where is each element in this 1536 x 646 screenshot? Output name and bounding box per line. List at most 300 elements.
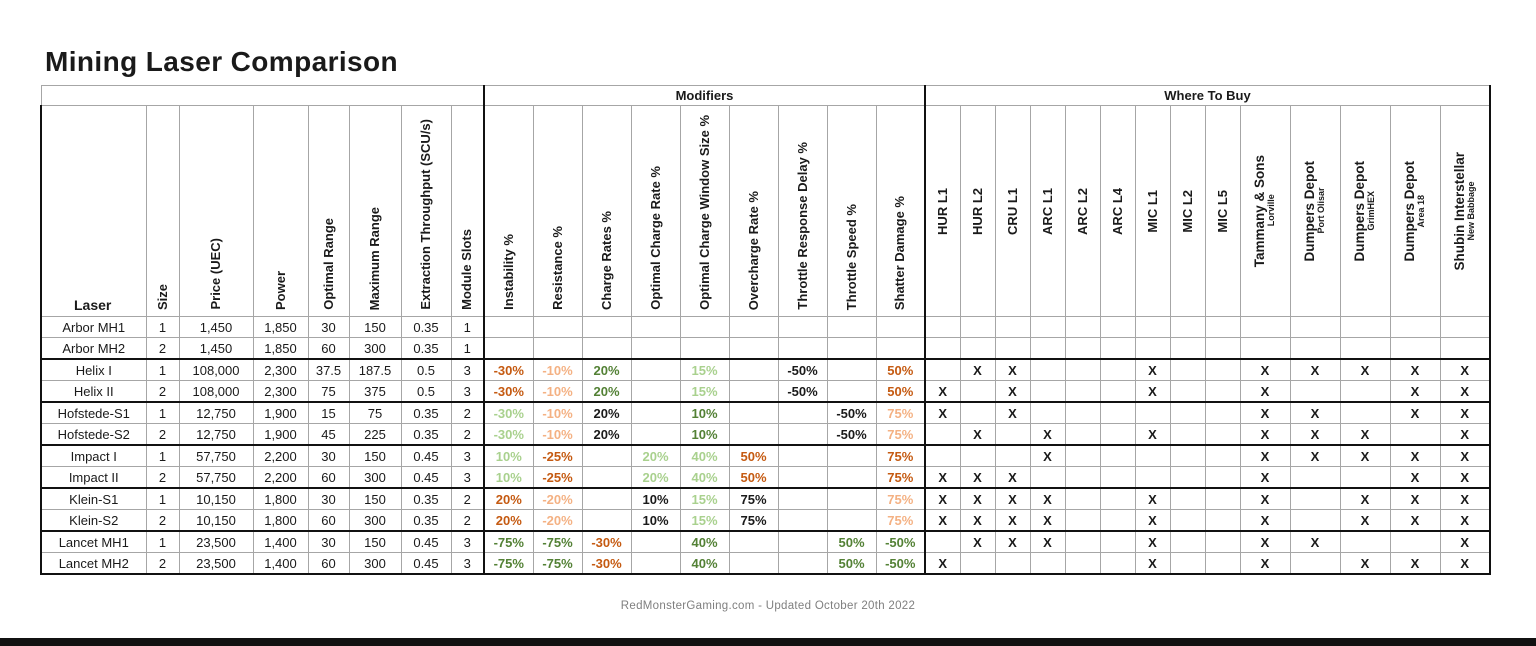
buy-mark bbox=[960, 338, 995, 360]
buy-mark bbox=[1100, 553, 1135, 575]
column-header: Optimal Range bbox=[308, 106, 349, 317]
buy-mark bbox=[1440, 338, 1490, 360]
power-value: 1,850 bbox=[253, 338, 308, 360]
optimal-range-value: 30 bbox=[308, 531, 349, 553]
price-value: 1,450 bbox=[179, 338, 253, 360]
buy-mark bbox=[1030, 338, 1065, 360]
buy-mark bbox=[1170, 488, 1205, 510]
laser-name: Hofstede-S1 bbox=[41, 402, 146, 424]
buy-mark: X bbox=[1240, 402, 1290, 424]
modifier-value: -10% bbox=[533, 359, 582, 381]
station-column-header: ARC L2 bbox=[1065, 106, 1100, 317]
modifier-value: 15% bbox=[680, 359, 729, 381]
modifier-value: 40% bbox=[680, 467, 729, 489]
extraction-throughput-value: 0.35 bbox=[401, 338, 451, 360]
optimal-range-value: 60 bbox=[308, 467, 349, 489]
modifier-value: 20% bbox=[484, 488, 533, 510]
buy-mark bbox=[925, 424, 960, 446]
optimal-range-value: 60 bbox=[308, 338, 349, 360]
buy-mark: X bbox=[1390, 445, 1440, 467]
column-header: Maximum Range bbox=[349, 106, 401, 317]
table-row bbox=[41, 553, 1490, 575]
modifier-value bbox=[484, 317, 533, 338]
maximum-range-value: 150 bbox=[349, 445, 401, 467]
price-value: 108,000 bbox=[179, 381, 253, 403]
modifier-value: 20% bbox=[631, 445, 680, 467]
modifier-value: -50% bbox=[876, 553, 925, 575]
table-row bbox=[41, 359, 1490, 381]
buy-mark: X bbox=[1240, 553, 1290, 575]
maximum-range-value: 300 bbox=[349, 553, 401, 575]
buy-mark bbox=[925, 445, 960, 467]
buy-mark bbox=[1100, 424, 1135, 446]
modifier-value bbox=[827, 317, 876, 338]
size-value: 1 bbox=[146, 359, 179, 381]
buy-mark: X bbox=[1030, 510, 1065, 532]
station-column-header: MIC L5 bbox=[1205, 106, 1240, 317]
buy-mark: X bbox=[1340, 424, 1390, 446]
buy-mark bbox=[1065, 424, 1100, 446]
extraction-throughput-value: 0.5 bbox=[401, 359, 451, 381]
modifier-value bbox=[827, 445, 876, 467]
modifier-value bbox=[484, 338, 533, 360]
modifier-value: -25% bbox=[533, 467, 582, 489]
module-slots-value: 2 bbox=[451, 424, 484, 446]
modifier-value bbox=[778, 402, 827, 424]
buy-mark bbox=[1030, 402, 1065, 424]
buy-mark: X bbox=[960, 424, 995, 446]
buy-mark bbox=[1170, 510, 1205, 532]
buy-mark: X bbox=[1440, 402, 1490, 424]
size-value: 2 bbox=[146, 424, 179, 446]
buy-mark bbox=[1440, 317, 1490, 338]
group-header-row bbox=[41, 86, 1490, 106]
buy-mark: X bbox=[1240, 510, 1290, 532]
buy-mark: X bbox=[925, 510, 960, 532]
optimal-range-value: 45 bbox=[308, 424, 349, 446]
buy-mark bbox=[1135, 467, 1170, 489]
buy-mark bbox=[1065, 445, 1100, 467]
buy-mark bbox=[1290, 553, 1340, 575]
table-row bbox=[41, 424, 1490, 446]
modifier-column-header: Throttle Response Delay % bbox=[778, 106, 827, 317]
modifier-value bbox=[631, 381, 680, 403]
modifier-value bbox=[778, 488, 827, 510]
laser-name: Impact II bbox=[41, 467, 146, 489]
buy-mark: X bbox=[1390, 553, 1440, 575]
price-value: 12,750 bbox=[179, 424, 253, 446]
modifier-column-header: Shatter Damage % bbox=[876, 106, 925, 317]
buy-mark bbox=[1100, 359, 1135, 381]
buy-mark: X bbox=[995, 510, 1030, 532]
optimal-range-value: 60 bbox=[308, 553, 349, 575]
buy-mark bbox=[1205, 445, 1240, 467]
modifier-value: 50% bbox=[876, 381, 925, 403]
price-value: 108,000 bbox=[179, 359, 253, 381]
modifier-value bbox=[631, 531, 680, 553]
size-value: 1 bbox=[146, 531, 179, 553]
group-header-spacer bbox=[41, 86, 484, 106]
modifier-value bbox=[827, 488, 876, 510]
buy-mark bbox=[1205, 467, 1240, 489]
modifier-value bbox=[729, 359, 778, 381]
buy-mark bbox=[1065, 531, 1100, 553]
buy-mark bbox=[1065, 467, 1100, 489]
modifier-value bbox=[533, 338, 582, 360]
module-slots-value: 1 bbox=[451, 317, 484, 338]
buy-mark bbox=[1170, 531, 1205, 553]
buy-mark bbox=[1170, 338, 1205, 360]
power-value: 1,400 bbox=[253, 531, 308, 553]
buy-mark: X bbox=[1440, 424, 1490, 446]
modifier-value: -30% bbox=[582, 531, 631, 553]
buy-mark: X bbox=[1240, 467, 1290, 489]
buy-mark bbox=[1135, 317, 1170, 338]
modifier-value bbox=[876, 317, 925, 338]
modifier-value bbox=[631, 424, 680, 446]
modifier-value: 75% bbox=[876, 445, 925, 467]
store-column-header bbox=[1240, 106, 1290, 317]
buy-mark: X bbox=[1030, 488, 1065, 510]
modifier-value bbox=[631, 553, 680, 575]
power-value: 1,900 bbox=[253, 424, 308, 446]
buy-mark: X bbox=[1135, 531, 1170, 553]
buy-mark: X bbox=[1340, 488, 1390, 510]
buy-mark bbox=[1205, 338, 1240, 360]
footer-credit: RedMonsterGaming.com - Updated October 20th 2022 bbox=[620, 600, 916, 612]
size-value: 1 bbox=[146, 317, 179, 338]
modifier-value: 20% bbox=[582, 402, 631, 424]
buy-mark bbox=[1340, 381, 1390, 403]
module-slots-value: 3 bbox=[451, 467, 484, 489]
buy-mark bbox=[1290, 338, 1340, 360]
buy-mark: X bbox=[1440, 467, 1490, 489]
modifier-value bbox=[729, 402, 778, 424]
modifier-value bbox=[778, 424, 827, 446]
station-column-header: MIC L2 bbox=[1170, 106, 1205, 317]
buy-mark bbox=[1290, 467, 1340, 489]
store-name: Shubin Interstellar bbox=[1451, 151, 1467, 271]
price-value: 10,150 bbox=[179, 488, 253, 510]
buy-mark: X bbox=[1340, 359, 1390, 381]
power-value: 2,300 bbox=[253, 381, 308, 403]
buy-mark bbox=[1170, 445, 1205, 467]
size-value: 2 bbox=[146, 510, 179, 532]
laser-name: Klein-S1 bbox=[41, 488, 146, 510]
modifier-value bbox=[827, 467, 876, 489]
buy-mark bbox=[1340, 402, 1390, 424]
table-body bbox=[41, 317, 1490, 575]
buy-mark bbox=[1065, 553, 1100, 575]
buy-mark bbox=[1205, 553, 1240, 575]
buy-mark: X bbox=[1340, 445, 1390, 467]
modifier-column-header: Instability % bbox=[484, 106, 533, 317]
modifier-value: -30% bbox=[484, 402, 533, 424]
buy-mark: X bbox=[1440, 510, 1490, 532]
buy-mark bbox=[1030, 317, 1065, 338]
extraction-throughput-value: 0.35 bbox=[401, 424, 451, 446]
buy-mark bbox=[1170, 317, 1205, 338]
price-value: 57,750 bbox=[179, 467, 253, 489]
buy-mark bbox=[1030, 381, 1065, 403]
power-value: 2,200 bbox=[253, 445, 308, 467]
buy-mark bbox=[1135, 402, 1170, 424]
maximum-range-value: 300 bbox=[349, 467, 401, 489]
modifier-value: 20% bbox=[582, 359, 631, 381]
buy-mark bbox=[925, 359, 960, 381]
buy-mark bbox=[1340, 531, 1390, 553]
buy-mark bbox=[960, 553, 995, 575]
modifier-value: -10% bbox=[533, 424, 582, 446]
buy-mark: X bbox=[1135, 424, 1170, 446]
buy-mark bbox=[960, 317, 995, 338]
where-to-buy-group-header: Where To Buy bbox=[925, 86, 1490, 106]
modifier-value bbox=[729, 338, 778, 360]
modifier-value bbox=[582, 467, 631, 489]
modifiers-group-header: Modifiers bbox=[484, 86, 925, 106]
modifier-column-header: Overcharge Rate % bbox=[729, 106, 778, 317]
optimal-range-value: 30 bbox=[308, 488, 349, 510]
modifier-value: -50% bbox=[778, 359, 827, 381]
buy-mark: X bbox=[1240, 488, 1290, 510]
maximum-range-value: 300 bbox=[349, 338, 401, 360]
buy-mark bbox=[995, 317, 1030, 338]
modifier-value: 40% bbox=[680, 445, 729, 467]
size-value: 1 bbox=[146, 445, 179, 467]
module-slots-value: 1 bbox=[451, 338, 484, 360]
buy-mark bbox=[1065, 338, 1100, 360]
station-column-header: HUR L1 bbox=[925, 106, 960, 317]
extraction-throughput-value: 0.45 bbox=[401, 553, 451, 575]
store-location: New Babbage bbox=[1466, 181, 1477, 241]
modifier-value: 75% bbox=[729, 510, 778, 532]
buy-mark bbox=[1170, 381, 1205, 403]
maximum-range-value: 150 bbox=[349, 531, 401, 553]
modifier-value: 50% bbox=[729, 445, 778, 467]
modifier-value bbox=[533, 317, 582, 338]
price-value: 57,750 bbox=[179, 445, 253, 467]
modifier-value bbox=[582, 510, 631, 532]
modifier-value: 10% bbox=[680, 402, 729, 424]
buy-mark: X bbox=[1240, 445, 1290, 467]
buy-mark bbox=[1100, 402, 1135, 424]
extraction-throughput-value: 0.35 bbox=[401, 402, 451, 424]
modifier-value: -50% bbox=[827, 402, 876, 424]
table-row bbox=[41, 402, 1490, 424]
buy-mark: X bbox=[1290, 402, 1340, 424]
modifier-value: -20% bbox=[533, 510, 582, 532]
modifier-value: 50% bbox=[876, 359, 925, 381]
column-header: Module Slots bbox=[451, 106, 484, 317]
modifier-value: -75% bbox=[484, 531, 533, 553]
column-header: Price (UEC) bbox=[179, 106, 253, 317]
buy-mark: X bbox=[1240, 381, 1290, 403]
buy-mark: X bbox=[1290, 531, 1340, 553]
power-value: 1,400 bbox=[253, 553, 308, 575]
modifier-value bbox=[631, 359, 680, 381]
buy-mark bbox=[1205, 424, 1240, 446]
buy-mark bbox=[1205, 510, 1240, 532]
column-header-laser: Laser bbox=[41, 106, 146, 317]
power-value: 2,200 bbox=[253, 467, 308, 489]
modifier-value: 10% bbox=[484, 467, 533, 489]
buy-mark bbox=[1065, 488, 1100, 510]
price-value: 23,500 bbox=[179, 553, 253, 575]
buy-mark bbox=[1065, 402, 1100, 424]
buy-mark bbox=[1290, 381, 1340, 403]
buy-mark: X bbox=[1440, 553, 1490, 575]
buy-mark: X bbox=[960, 510, 995, 532]
modifier-value: 50% bbox=[729, 467, 778, 489]
maximum-range-value: 150 bbox=[349, 317, 401, 338]
optimal-range-value: 30 bbox=[308, 317, 349, 338]
price-value: 12,750 bbox=[179, 402, 253, 424]
optimal-range-value: 15 bbox=[308, 402, 349, 424]
buy-mark bbox=[1340, 338, 1390, 360]
column-header-row bbox=[41, 106, 1490, 317]
maximum-range-value: 300 bbox=[349, 510, 401, 532]
buy-mark bbox=[1170, 553, 1205, 575]
modifier-value bbox=[631, 402, 680, 424]
module-slots-value: 3 bbox=[451, 359, 484, 381]
buy-mark bbox=[1205, 531, 1240, 553]
table-row bbox=[41, 531, 1490, 553]
modifier-column-header: Resistance % bbox=[533, 106, 582, 317]
modifier-value: 20% bbox=[484, 510, 533, 532]
optimal-range-value: 30 bbox=[308, 445, 349, 467]
buy-mark bbox=[1170, 359, 1205, 381]
modifier-value bbox=[876, 338, 925, 360]
modifier-value: 75% bbox=[876, 424, 925, 446]
modifier-value: 75% bbox=[876, 467, 925, 489]
table-header bbox=[41, 86, 1490, 317]
store-location: Lorville bbox=[1266, 194, 1277, 227]
modifier-column-header: Optimal Charge Rate % bbox=[631, 106, 680, 317]
buy-mark: X bbox=[960, 359, 995, 381]
extraction-throughput-value: 0.35 bbox=[401, 510, 451, 532]
buy-mark bbox=[1100, 317, 1135, 338]
modifier-value bbox=[729, 424, 778, 446]
buy-mark: X bbox=[1440, 531, 1490, 553]
buy-mark: X bbox=[925, 381, 960, 403]
maximum-range-value: 150 bbox=[349, 488, 401, 510]
modifier-value bbox=[582, 488, 631, 510]
modifier-value: 75% bbox=[729, 488, 778, 510]
extraction-throughput-value: 0.45 bbox=[401, 445, 451, 467]
buy-mark: X bbox=[1390, 402, 1440, 424]
modifier-column-header: Throttle Speed % bbox=[827, 106, 876, 317]
buy-mark: X bbox=[960, 467, 995, 489]
buy-mark: X bbox=[1390, 467, 1440, 489]
buy-mark: X bbox=[1290, 445, 1340, 467]
buy-mark: X bbox=[1135, 553, 1170, 575]
buy-mark bbox=[925, 338, 960, 360]
price-value: 1,450 bbox=[179, 317, 253, 338]
buy-mark bbox=[995, 553, 1030, 575]
buy-mark bbox=[1240, 338, 1290, 360]
modifier-column-header: Charge Rates % bbox=[582, 106, 631, 317]
column-header: Size bbox=[146, 106, 179, 317]
station-column-header: MIC L1 bbox=[1135, 106, 1170, 317]
buy-mark: X bbox=[995, 488, 1030, 510]
power-value: 2,300 bbox=[253, 359, 308, 381]
buy-mark: X bbox=[1135, 488, 1170, 510]
buy-mark bbox=[995, 445, 1030, 467]
laser-name: Arbor MH2 bbox=[41, 338, 146, 360]
buy-mark bbox=[1390, 531, 1440, 553]
laser-name: Lancet MH2 bbox=[41, 553, 146, 575]
buy-mark bbox=[960, 381, 995, 403]
buy-mark bbox=[1100, 381, 1135, 403]
buy-mark bbox=[1340, 467, 1390, 489]
size-value: 1 bbox=[146, 402, 179, 424]
store-name: Tammany & Sons bbox=[1252, 154, 1268, 268]
buy-mark bbox=[1065, 381, 1100, 403]
buy-mark: X bbox=[1390, 510, 1440, 532]
buy-mark: X bbox=[1240, 531, 1290, 553]
buy-mark bbox=[995, 424, 1030, 446]
buy-mark bbox=[1205, 488, 1240, 510]
modifier-value: -30% bbox=[484, 359, 533, 381]
buy-mark bbox=[1030, 467, 1065, 489]
buy-mark bbox=[1135, 338, 1170, 360]
modifier-value: -30% bbox=[484, 381, 533, 403]
modifier-value: -30% bbox=[484, 424, 533, 446]
modifier-value bbox=[631, 317, 680, 338]
buy-mark: X bbox=[1340, 510, 1390, 532]
buy-mark bbox=[1205, 317, 1240, 338]
modifier-value: 75% bbox=[876, 488, 925, 510]
module-slots-value: 2 bbox=[451, 402, 484, 424]
modifier-value: -50% bbox=[876, 531, 925, 553]
modifier-value: -50% bbox=[778, 381, 827, 403]
modifier-value bbox=[582, 317, 631, 338]
extraction-throughput-value: 0.5 bbox=[401, 381, 451, 403]
modifier-value: -25% bbox=[533, 445, 582, 467]
modifier-value: 15% bbox=[680, 381, 729, 403]
store-name: Dumpers Depot bbox=[1402, 160, 1418, 262]
buy-mark: X bbox=[995, 531, 1030, 553]
table-row bbox=[41, 381, 1490, 403]
modifier-value bbox=[778, 338, 827, 360]
module-slots-value: 3 bbox=[451, 445, 484, 467]
buy-mark: X bbox=[1290, 424, 1340, 446]
modifier-value: -10% bbox=[533, 381, 582, 403]
modifier-value bbox=[827, 338, 876, 360]
modifier-value: 10% bbox=[680, 424, 729, 446]
modifier-value: -30% bbox=[582, 553, 631, 575]
modifier-value bbox=[827, 381, 876, 403]
modifier-column-header: Optimal Charge Window Size % bbox=[680, 106, 729, 317]
power-value: 1,850 bbox=[253, 317, 308, 338]
buy-mark bbox=[925, 531, 960, 553]
modifier-value bbox=[827, 510, 876, 532]
modifier-value: -20% bbox=[533, 488, 582, 510]
modifier-value: 50% bbox=[827, 531, 876, 553]
power-value: 1,800 bbox=[253, 510, 308, 532]
modifier-value: 10% bbox=[484, 445, 533, 467]
optimal-range-value: 75 bbox=[308, 381, 349, 403]
modifier-value: 10% bbox=[631, 488, 680, 510]
store-column-header bbox=[1440, 106, 1490, 317]
laser-name: Helix I bbox=[41, 359, 146, 381]
price-value: 10,150 bbox=[179, 510, 253, 532]
buy-mark: X bbox=[925, 402, 960, 424]
bottom-black-bar bbox=[0, 638, 1536, 646]
buy-mark: X bbox=[1240, 424, 1290, 446]
buy-mark bbox=[1030, 553, 1065, 575]
buy-mark bbox=[1170, 424, 1205, 446]
